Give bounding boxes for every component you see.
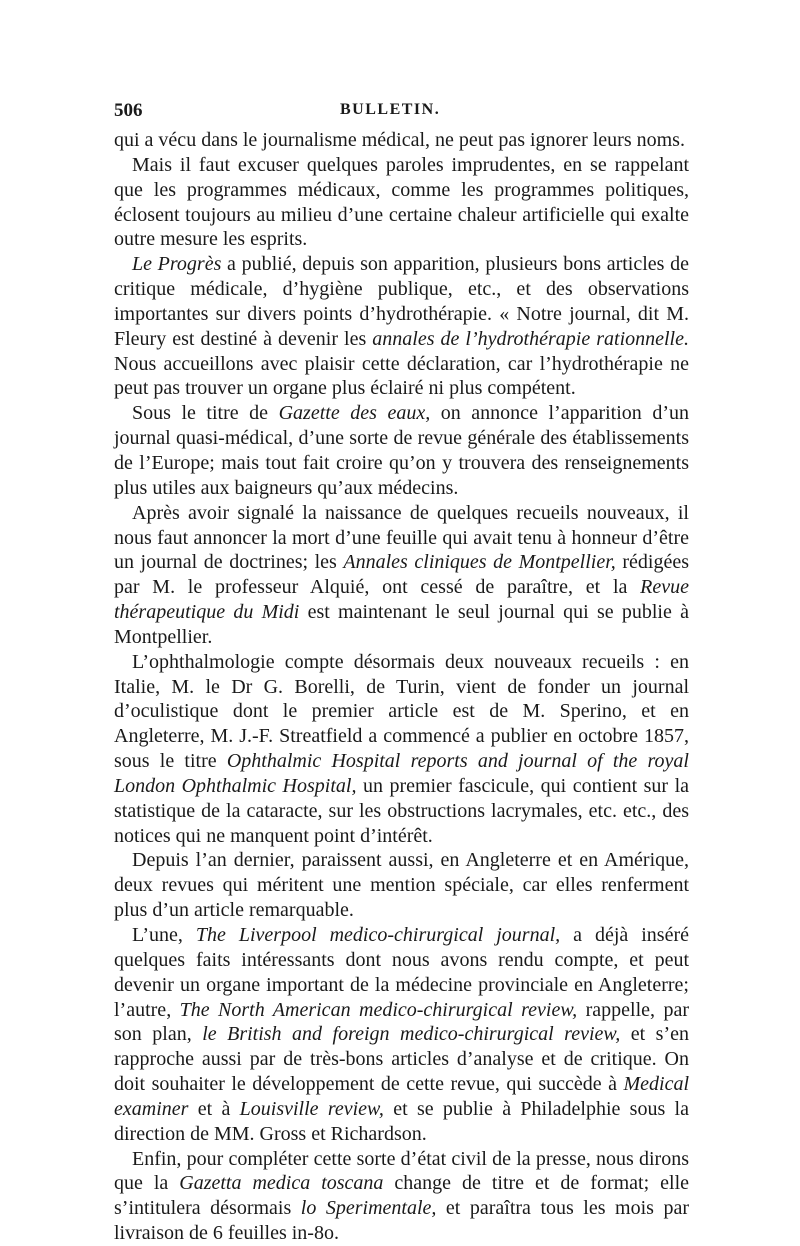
- paragraph: [114, 923, 689, 1147]
- text-run: a publié, depuis son apparition, plusieurs bons articles de critique médicale, d’hygiène publique, etc., et des observations importantes sur divers points d’hydrothérapie. « Notre journal, dit M. Fleury est destiné à devenir les: [114, 253, 689, 350]
- text-run: est maintenant le seul journal qui se publie à Montpellier.: [114, 601, 689, 648]
- text-run: on annonce l’apparition d’un journal quasi-médical, d’une sorte de revue générale des établissements de l’Europe; mais tout fait croire qu’on y trouvera des renseignements plus utiles aux baigneurs qu’aux médecins.: [114, 402, 689, 499]
- text-run: Mais il faut excuser quelques paroles imprudentes, en se rappelant que les programmes médicaux, comme les programmes politiques, éclosent toujours au milieu d’une certaine chaleur artificielle qui exalte outre mesure les esprits.: [114, 153, 689, 251]
- text-run: Enfin, pour compléter cette sorte d’état civil de la presse, nous dirons que la: [114, 1147, 689, 1195]
- text-run: change de titre et de format; elle s’intitulera désormais: [114, 1172, 689, 1220]
- italic-title: Louisville review,: [239, 1097, 384, 1120]
- text-run: et s’en rapproche aussi par de très-bons articles d’analyse et de critique. On doit souhaiter le développement de cette revue, qui succède à: [114, 1023, 689, 1096]
- paragraph: [114, 848, 689, 923]
- paragraph: [114, 153, 689, 252]
- text-run: Après avoir signalé la naissance de quelques recueils nouveaux, il nous faut annoncer la mort d’une feuille qui avait tenu à honneur d’être un journal de doctrines; les: [114, 501, 689, 574]
- italic-title: Gazette des eaux,: [278, 402, 431, 425]
- paragraph: [114, 501, 689, 650]
- text-run: Sous le titre de: [132, 402, 279, 425]
- text-run: L’une,: [132, 924, 196, 946]
- text-run: Nous accueillons avec plaisir cette déclaration, car l’hydrothérapie ne peut pas trouver un organe plus éclairé ni plus compétent.: [114, 352, 689, 400]
- text-run: L’ophthalmologie compte désormais deux nouveaux recueils : en Italie, M. le Dr G. Borelli, de Turin, vient de fonder un journal d’oculistique dont le premier article est de M. Sperino, et en Angleterre, M. J.-F. Streatfield a commencé a publier en octobre 1857, sous le titre: [114, 650, 689, 773]
- text-run: et paraîtra tous les mois par livraison de 6 feuilles in-8o.: [114, 1197, 689, 1245]
- italic-title: The North American medico-chirurgical review,: [179, 998, 578, 1021]
- body-text: [114, 128, 689, 1246]
- text-run: un premier fascicule, qui contient sur la statistique de la cataracte, sur les obstructions lacrymales, etc. etc., des notices qui ne manquent point d’intérêt.: [114, 774, 690, 847]
- running-title: BULLETIN.: [340, 101, 441, 118]
- page-header: [114, 100, 689, 126]
- italic-title: Annales cliniques de Montpellier,: [343, 551, 616, 574]
- paragraph: [114, 128, 689, 153]
- italic-title: The Liverpool medico-chirurgical journal,: [195, 924, 561, 946]
- page-number: 506: [114, 100, 143, 121]
- text-run: qui a vécu dans le journalisme médical, ne peut pas ignorer leurs noms.: [114, 129, 685, 151]
- text-run: rédigées par M. le professeur Alquié, ont cessé de paraître, et la: [114, 551, 689, 599]
- italic-title: lo Sperimentale,: [300, 1197, 437, 1220]
- italic-title: Medical examiner: [114, 1073, 689, 1120]
- text-run: Depuis l’an dernier, paraissent aussi, en Angleterre et en Amérique, deux revues qui méritent une mention spéciale, car elles renferment plus d’un article remarquable.: [114, 849, 689, 922]
- text-run: et à: [188, 1097, 240, 1120]
- text-run: et se publie à Philadelphie sous la direction de MM. Gross et Richardson.: [114, 1097, 689, 1145]
- text-run: rappelle, par son plan,: [114, 998, 689, 1046]
- paragraph: [114, 401, 689, 500]
- text-run: a déjà inséré quelques faits intéressants dont nous avons rendu compte, et peut devenir un organe important de la médecine provinciale en Angleterre; l’autre,: [114, 924, 689, 1021]
- italic-title: Gazetta medica toscana: [179, 1172, 384, 1195]
- italic-title: Le Progrès: [132, 253, 222, 276]
- paragraph: [114, 1147, 689, 1246]
- italic-title: Ophthalmic Hospital reports and journal of the royal London Ophthalmic Hospital,: [114, 750, 689, 797]
- italic-title: annales de l’hydrothérapie rationnelle.: [372, 327, 689, 350]
- paragraph: [114, 252, 689, 401]
- paragraph: [114, 650, 689, 849]
- italic-title: Revue thérapeutique du Midi: [114, 576, 689, 624]
- italic-title: le British and foreign medico-chirurgical review,: [202, 1023, 621, 1046]
